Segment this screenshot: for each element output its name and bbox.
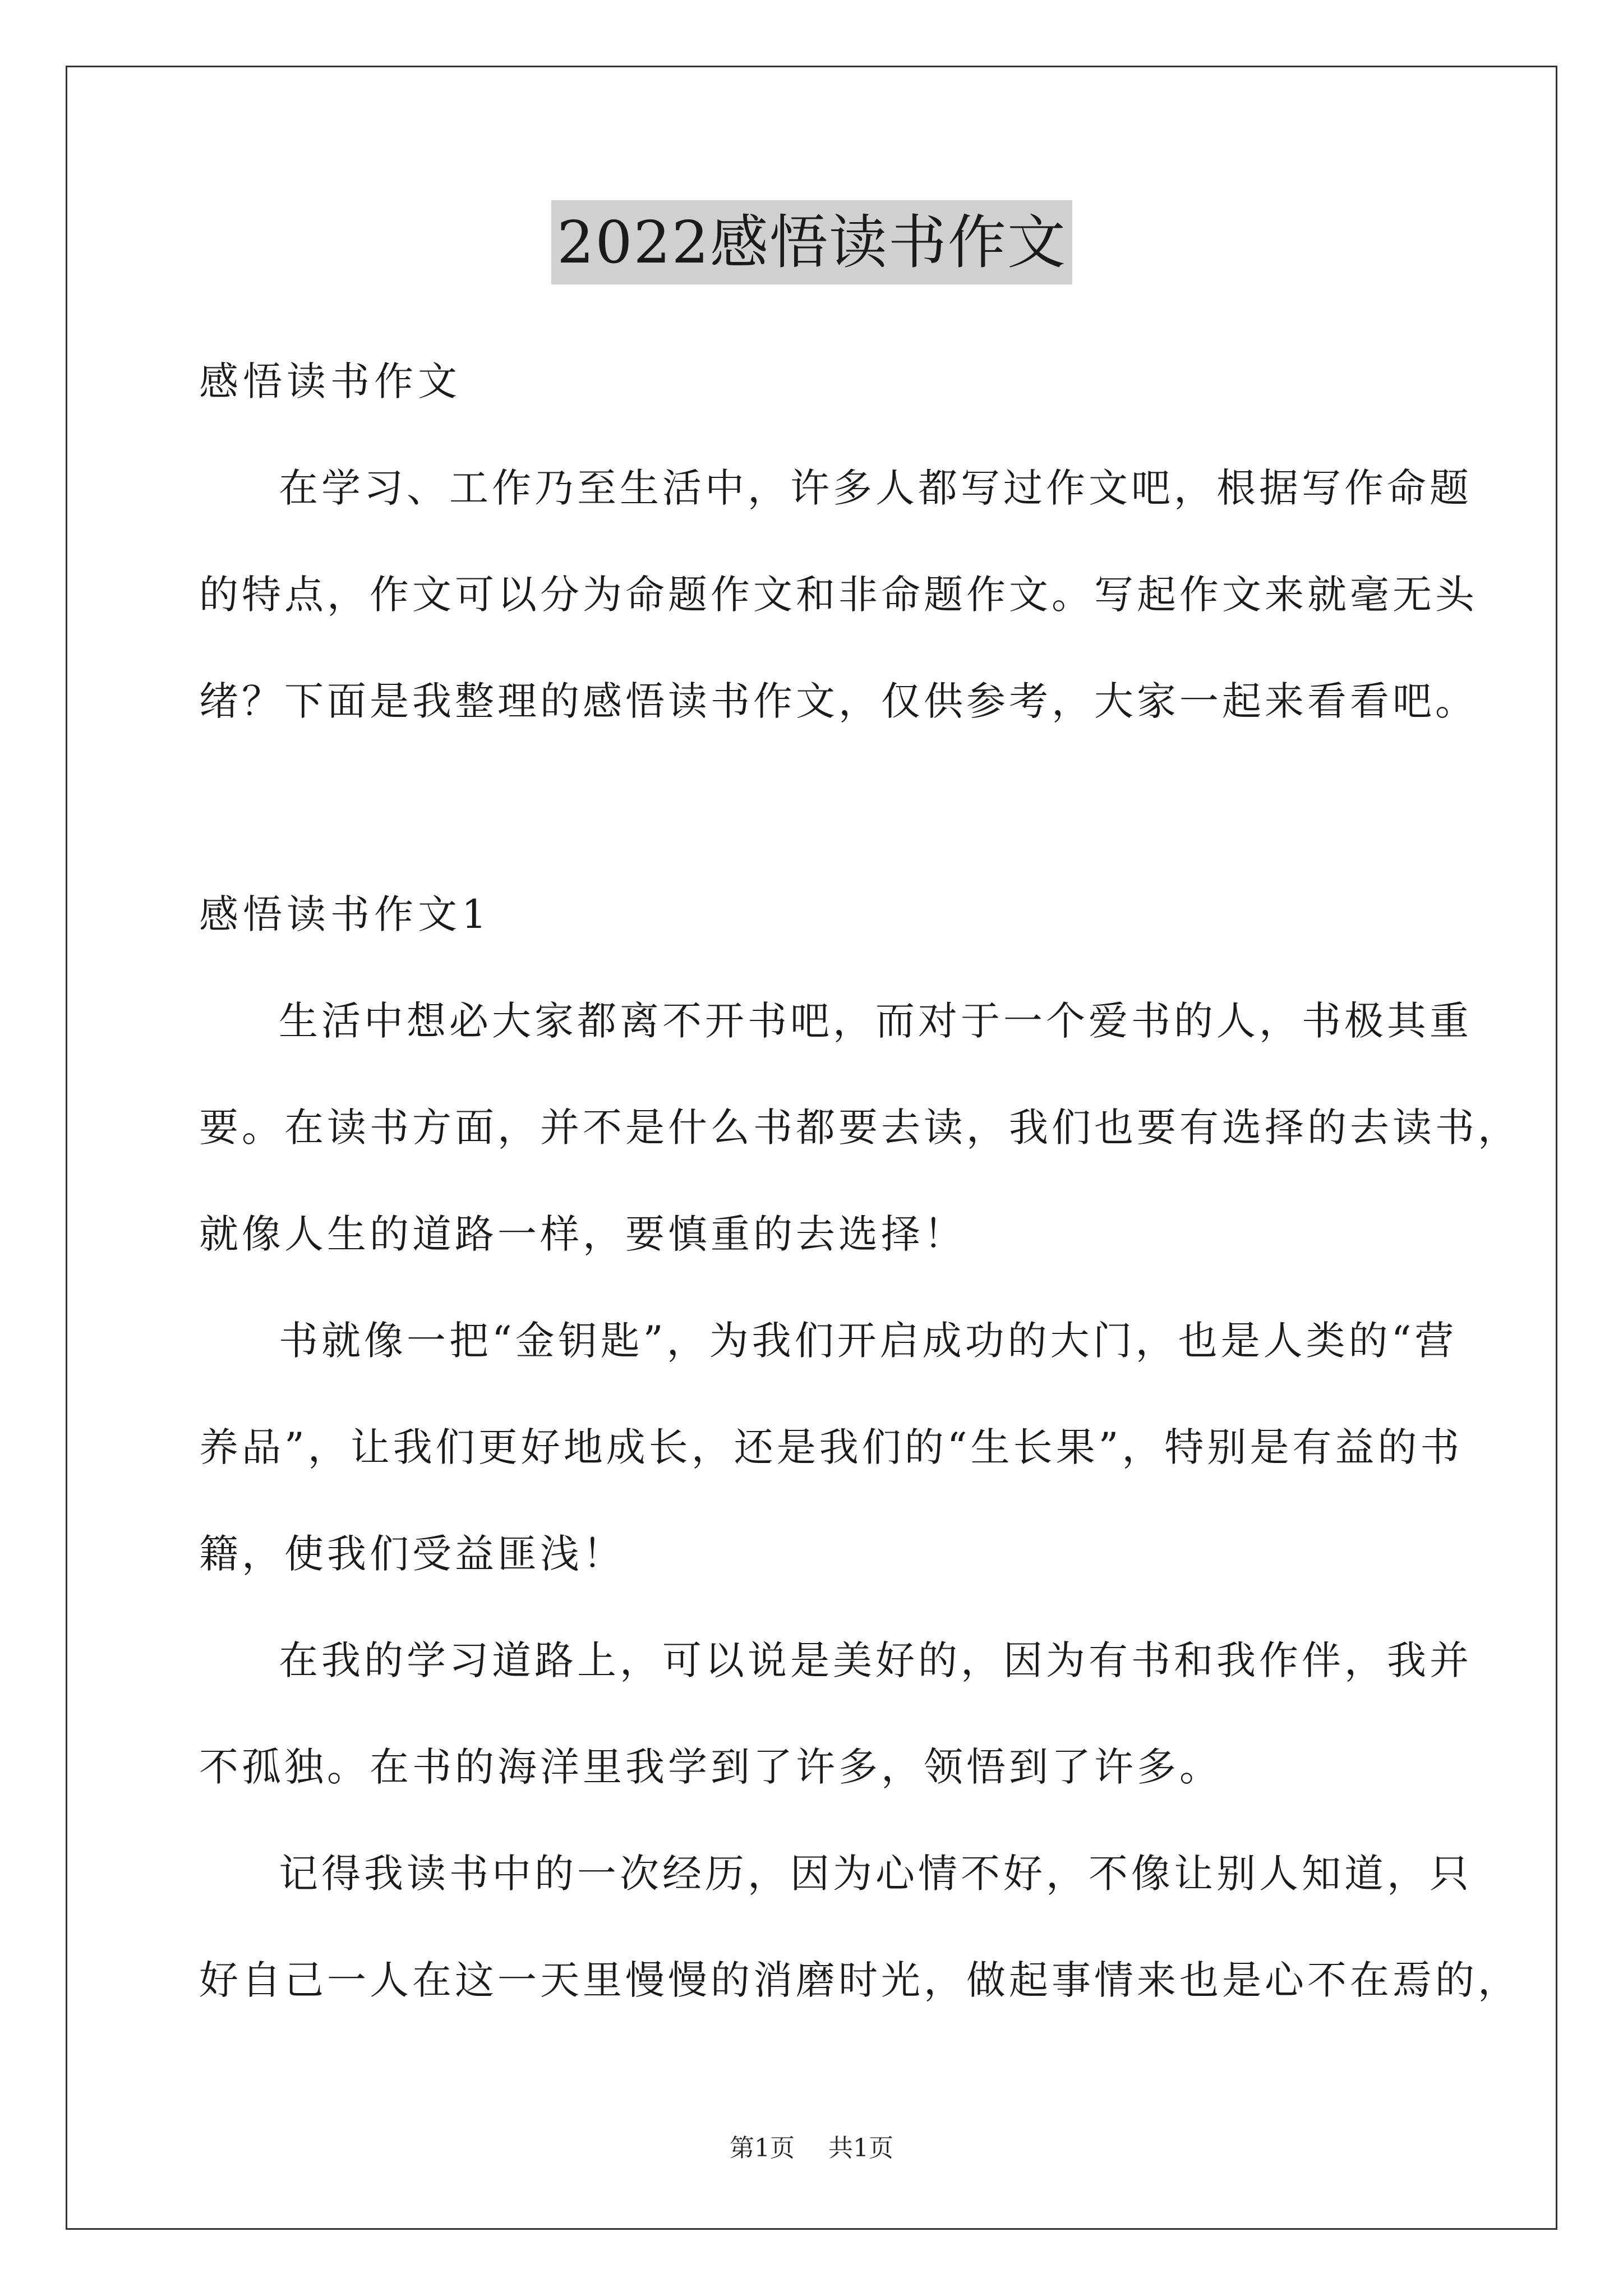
paragraph-line: 好自己一人在这一天里慢慢的消磨时光，做起事情来也是心不在焉的， (199, 1957, 1520, 2003)
intro-line: 的特点，作文可以分为命题作文和非命题作文。写起作文来就毫无头 (199, 572, 1478, 618)
intro-line: 绪？下面是我整理的感悟读书作文，仅供参考，大家一起来看看吧。 (199, 678, 1478, 724)
document-title: 2022感悟读书作文 (551, 200, 1072, 284)
page-total: 共1页 (828, 2134, 893, 2162)
page-number: 第1页 (730, 2134, 795, 2162)
paragraph-line: 书就像一把“金钥匙”，为我们开启成功的大门，也是人类的“营 (279, 1318, 1458, 1364)
paragraph-line: 不孤独。在书的海洋里我学到了许多，领悟到了许多。 (199, 1744, 1222, 1790)
intro-line: 在学习、工作乃至生活中，许多人都写过作文吧，根据写作命题 (279, 465, 1472, 511)
paragraph-line: 养品”，让我们更好地成长，还是我们的“生长果”，特别是有益的书 (199, 1424, 1463, 1470)
page-footer (0, 2132, 1623, 2165)
paragraph-line: 就像人生的道路一样，要慎重的去选择！ (199, 1211, 966, 1257)
paragraph-line: 记得我读书中的一次经历，因为心情不好，不像让别人知道，只 (279, 1851, 1472, 1897)
section-heading: 感悟读书作文 (199, 358, 462, 404)
essay-heading: 感悟读书作文1 (199, 891, 491, 937)
paragraph-line: 在我的学习道路上，可以说是美好的，因为有书和我作伴，我并 (279, 1637, 1472, 1683)
paragraph-line: 生活中想必大家都离不开书吧，而对于一个爱书的人，书极其重 (279, 998, 1472, 1044)
paragraph-line: 要。在读书方面，并不是什么书都要去读，我们也要有选择的去读书， (199, 1105, 1520, 1151)
title-container (199, 200, 1424, 284)
paragraph-line: 籍，使我们受益匪浅！ (199, 1531, 625, 1577)
